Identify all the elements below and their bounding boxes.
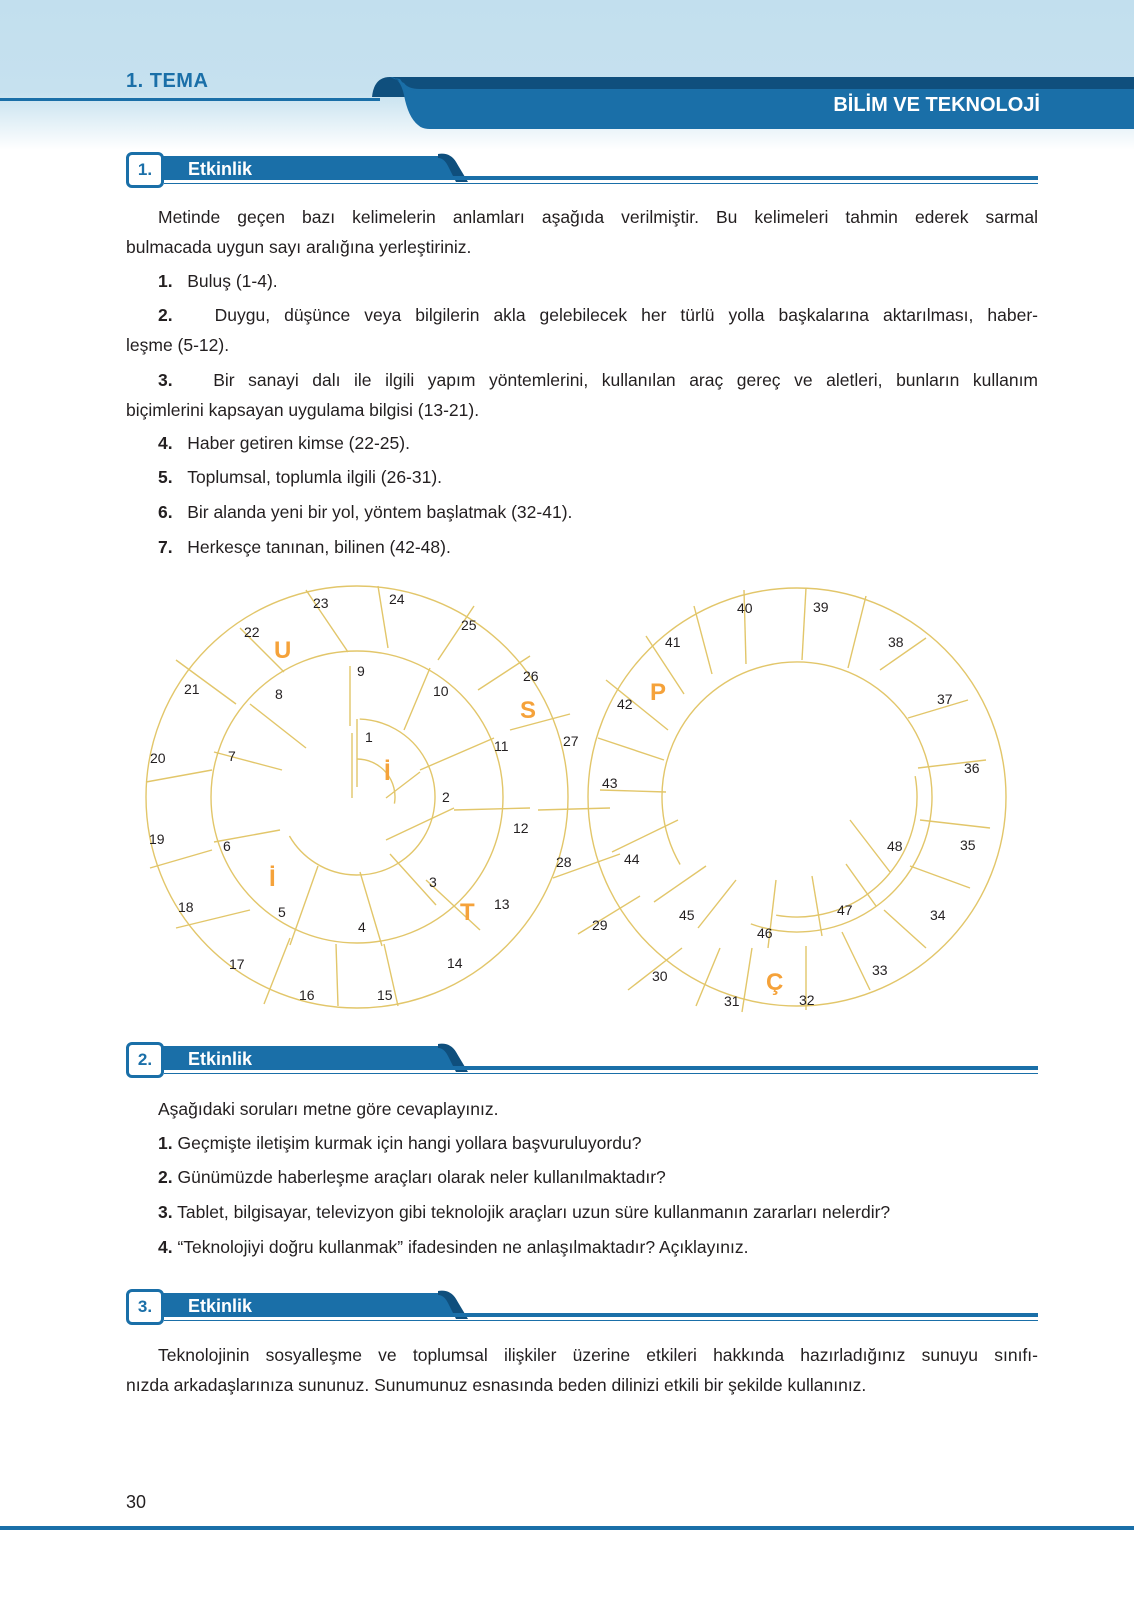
activity-rule-thin	[164, 183, 1038, 184]
intro-line: Metinde geçen bazı kelimelerin anlamları aşağıda verilmiştir. Bu kelimeleri tahmin ederek sarmal	[158, 207, 1038, 227]
puzzle-number: 32	[799, 992, 815, 1008]
puzzle-number: 47	[837, 902, 853, 918]
cell-divider	[264, 938, 290, 1004]
puzzle-number: 38	[888, 634, 904, 650]
puzzle-number: 21	[184, 681, 200, 697]
clue-7: 7. Herkesçe tanınan, bilinen (42-48).	[158, 537, 451, 557]
cell-divider	[742, 948, 752, 1012]
cell-divider	[250, 704, 306, 748]
footer-line	[0, 1526, 1134, 1530]
cell-divider	[884, 910, 926, 948]
activity-label: Etkinlik	[188, 159, 253, 179]
puzzle-number: 35	[960, 837, 976, 853]
puzzle-number: 14	[447, 955, 463, 971]
left-inner-spiral	[289, 719, 435, 875]
cell-divider	[150, 850, 212, 868]
activity-2-intro: Aşağıdaki soruları metne göre cevaplayınız.	[158, 1099, 499, 1119]
puzzle-number: 30	[652, 968, 668, 984]
cell-divider	[454, 808, 530, 810]
activity-rule-thin	[164, 1073, 1038, 1074]
puzzle-letter: S	[520, 697, 537, 724]
puzzle-number: 40	[737, 600, 753, 616]
cell-divider	[698, 880, 736, 928]
question-3: 3. Tablet, bilgisayar, televizyon gibi teknolojik araçları uzun süre kullanmanın zararları nelerdir?	[158, 1202, 891, 1222]
puzzle-number: 42	[617, 696, 633, 712]
puzzle-number: 37	[937, 691, 953, 707]
clue-4: 4. Haber getiren kimse (22-25).	[158, 433, 410, 453]
puzzle-number: 2	[442, 789, 450, 805]
cell-divider	[654, 866, 706, 902]
question-1: 1. Geçmişte iletişim kurmak için hangi yollara başvuruluyordu?	[158, 1133, 642, 1153]
cell-divider	[510, 714, 570, 730]
cell-divider	[842, 932, 870, 990]
cell-divider	[578, 896, 640, 934]
puzzle-number: 27	[563, 733, 579, 749]
puzzle-number: 29	[592, 917, 608, 933]
puzzle-number: 25	[461, 617, 477, 633]
activity-3-text	[126, 1340, 1038, 1400]
puzzle-number: 31	[724, 993, 740, 1009]
puzzle-number: 8	[275, 686, 283, 702]
cell-divider	[146, 770, 212, 782]
puzzle-number: 20	[150, 750, 166, 766]
theme-label: 1. TEMA	[126, 70, 209, 92]
clue-3: 3. Bir sanayi dalı ile ilgili yapım yöntemlerini, kullanılan araç gereç ve aletleri, bunların kullanım biçimlerini kapsayan uygulama bilgisi (13-21).	[126, 370, 1039, 420]
activity-1-intro	[126, 202, 1038, 262]
puzzle-number: 15	[377, 987, 393, 1003]
cell-divider	[920, 820, 990, 828]
puzzle-number: 5	[278, 904, 286, 920]
cell-divider	[378, 586, 388, 648]
text-line: nızda arkadaşlarınıza sununuz. Sunumunuz esnasında beden dilinizi etkili bir şekilde kullanınız.	[126, 1375, 867, 1395]
puzzle-number: 10	[433, 683, 449, 699]
puzzle-number: 12	[513, 820, 529, 836]
cell-divider	[386, 808, 454, 840]
puzzle-number: 13	[494, 896, 510, 912]
activity-rule	[164, 1313, 1038, 1317]
page-number: 30	[126, 1492, 147, 1512]
right-outer-ring	[588, 588, 1006, 1006]
activity-rule	[164, 1066, 1038, 1070]
puzzle-letter: U	[274, 637, 292, 664]
activity-label: Etkinlik	[188, 1049, 253, 1069]
cell-divider	[848, 596, 866, 668]
puzzle-number: 19	[149, 831, 165, 847]
cell-divider	[404, 668, 430, 730]
puzzle-number: 39	[813, 599, 829, 615]
cell-divider	[696, 948, 720, 1006]
puzzle-number: 6	[223, 838, 231, 854]
puzzle-number: 41	[665, 634, 681, 650]
puzzle-number: 22	[244, 624, 260, 640]
text-line: Teknolojinin sosyalleşme ve toplumsal ilişkiler üzerine etkileri hakkında hazırladığınız sunuyu sınıfı-	[158, 1345, 1038, 1365]
cell-divider	[214, 752, 282, 770]
clue-6: 6. Bir alanda yeni bir yol, yöntem başlatmak (32-41).	[158, 502, 573, 522]
puzzle-number: 43	[602, 775, 618, 791]
activity-rule	[164, 176, 1038, 180]
cell-divider	[438, 606, 474, 660]
puzzle-number: 23	[313, 595, 329, 611]
cell-divider	[598, 738, 664, 760]
cell-divider	[802, 588, 806, 660]
cell-divider	[538, 808, 610, 810]
activity-number: 2.	[126, 1042, 164, 1078]
cell-divider	[910, 866, 970, 888]
puzzle-number: 11	[494, 738, 509, 754]
activity-label: Etkinlik	[188, 1296, 253, 1316]
cell-divider	[336, 944, 338, 1006]
puzzle-letter: P	[650, 679, 667, 706]
left-outer-ring	[146, 586, 568, 1008]
puzzle-letter: İ	[269, 865, 276, 892]
puzzle-number: 48	[887, 838, 903, 854]
activity-3-header	[126, 1289, 1038, 1329]
clue-5: 5. Toplumsal, toplumla ilgili (26-31).	[158, 467, 443, 487]
activity-1-header	[126, 152, 1038, 192]
puzzle-number: 4	[358, 919, 366, 935]
cell-divider	[812, 876, 822, 936]
puzzle-number: 34	[930, 907, 946, 923]
puzzle-number: 7	[228, 748, 236, 764]
activity-rule-thin	[164, 1320, 1038, 1321]
intro-line: bulmacada uygun sayı aralığına yerleştiriniz.	[126, 237, 472, 257]
cell-divider	[850, 820, 890, 872]
spiral-puzzle	[0, 560, 1134, 1060]
puzzle-number: 17	[229, 956, 245, 972]
puzzle-number: 46	[757, 925, 773, 941]
activity-number: 3.	[126, 1289, 164, 1325]
puzzle-letter: İ	[384, 759, 391, 786]
puzzle-number: 33	[872, 962, 888, 978]
cell-divider	[694, 606, 712, 674]
puzzle-number: 9	[357, 663, 365, 679]
question-2: 2. Günümüzde haberleşme araçları olarak neler kullanılmaktadır?	[158, 1167, 666, 1187]
activity-2-header	[126, 1042, 1038, 1082]
puzzle-number: 16	[299, 987, 315, 1003]
clue-1: 1. Buluş (1-4).	[158, 271, 278, 291]
puzzle-number: 1	[365, 729, 373, 745]
cell-divider	[420, 738, 494, 770]
theme-underline	[0, 98, 380, 101]
clue-2: 2. Duygu, düşünce veya bilgilerin akla gelebilecek her türlü yolla başkalarına aktarılması, haber- leşme (5-12).	[126, 305, 1038, 355]
puzzle-number: 26	[523, 668, 539, 684]
puzzle-number: 45	[679, 907, 695, 923]
puzzle-number: 28	[556, 854, 572, 870]
puzzle-number: 18	[178, 899, 194, 915]
section-title: BİLİM VE TEKNOLOJİ	[833, 94, 1040, 116]
puzzle-number: 3	[429, 874, 437, 890]
activity-number: 1.	[126, 152, 164, 188]
puzzle-number: 36	[964, 760, 980, 776]
question-4: 4. “Teknolojiyi doğru kullanmak” ifadesinden ne anlaşılmaktadır? Açıklayınız.	[158, 1237, 749, 1257]
cell-divider	[386, 772, 420, 798]
puzzle-letter: T	[460, 899, 475, 926]
puzzle-number: 24	[389, 591, 405, 607]
puzzle-number: 44	[624, 851, 640, 867]
cell-divider	[846, 864, 876, 906]
puzzle-letter: Ç	[766, 969, 784, 996]
right-inner-spiral	[662, 662, 932, 932]
